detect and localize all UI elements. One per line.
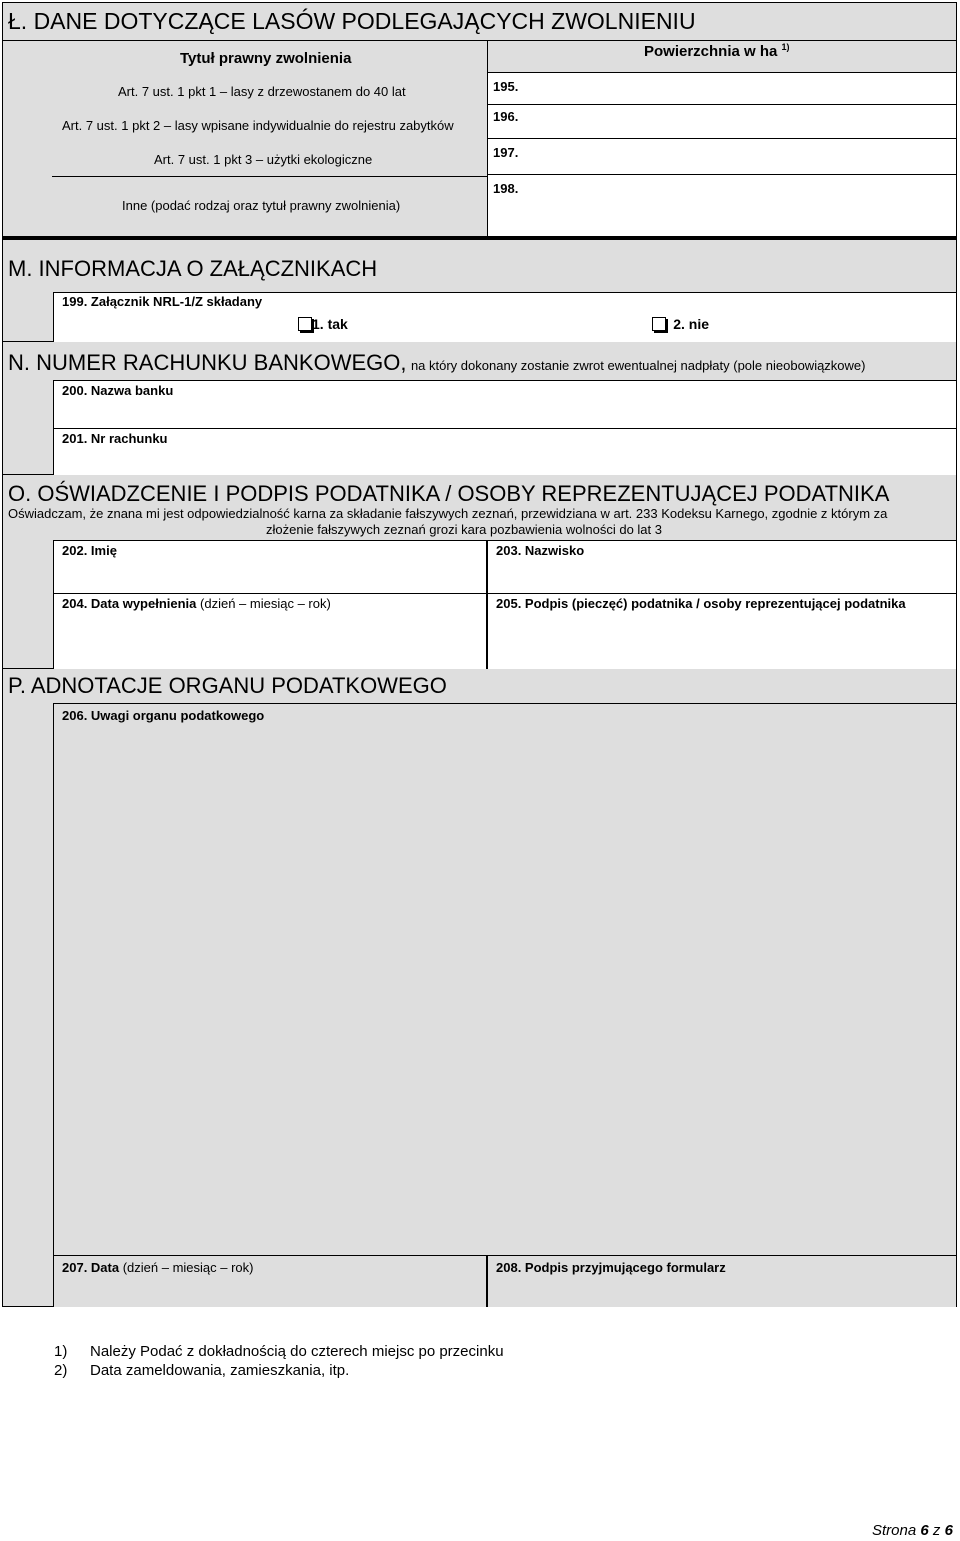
exemption-row-2-label: Art. 7 ust. 1 pkt 2 – lasy wpisane indywidualnie do rejestru zabytków: [62, 118, 454, 133]
field-201[interactable]: 201. Nr rachunku: [53, 428, 957, 475]
statement-line-2: złożenie fałszywych zeznań grozi kara pozbawienia wolności do lat 3: [266, 522, 662, 537]
section-l-title: Ł. DANE DOTYCZĄCE LASÓW PODLEGAJĄCYCH ZWOLNIENIU: [8, 8, 696, 34]
field-198[interactable]: 198.: [487, 174, 957, 238]
option-yes[interactable]: 1. tak: [298, 316, 348, 332]
footnote-2: 2) Data zameldowania, zamieszkania, itp.: [54, 1362, 350, 1379]
field-195[interactable]: 195.: [487, 72, 957, 104]
field-207: 207. Data (dzień – miesiąc – rok): [53, 1255, 487, 1307]
divider: [52, 176, 487, 177]
field-206: 206. Uwagi organu podatkowego: [53, 703, 957, 1255]
field-200[interactable]: 200. Nazwa banku: [53, 380, 957, 428]
checkbox-icon[interactable]: [652, 317, 666, 331]
section-o-title: O. OŚWIADZCENIE I PODPIS PODATNIKA / OSOBY REPREZENTUJĄCEJ PODATNIKA: [8, 481, 890, 506]
option-no[interactable]: 2. nie: [652, 316, 709, 332]
page-number: Strona 6 z 6: [872, 1522, 953, 1539]
field-205[interactable]: 205. Podpis (pieczęć) podatnika / osoby reprezentującej podatnika: [487, 593, 957, 669]
field-204[interactable]: 204. Data wypełnienia (dzień – miesiąc – rok): [53, 593, 487, 669]
area-header: Powierzchnia w ha $^{1)}$: [644, 42, 790, 60]
footnote-1: 1) Należy Podać z dokładnością do czterech miejsc po przecinku: [54, 1343, 504, 1360]
field-202[interactable]: 202. Imię: [53, 540, 487, 593]
section-n-title: N. NUMER RACHUNKU BANKOWEGO, na który dokonany zostanie zwrot ewentualnej nadpłaty (pole nieobowiązkowe): [8, 350, 866, 375]
exemption-row-1-label: Art. 7 ust. 1 pkt 1 – lasy z drzewostanem do 40 lat: [118, 84, 406, 99]
checkbox-icon[interactable]: [298, 317, 312, 331]
section-p-title: P. ADNOTACJE ORGANU PODATKOWEGO: [8, 673, 447, 698]
exemption-row-3-label: Art. 7 ust. 1 pkt 3 – użytki ekologiczne: [154, 152, 373, 167]
field-208: 208. Podpis przyjmującego formularz: [487, 1255, 957, 1307]
field-203[interactable]: 203. Nazwisko: [487, 540, 957, 593]
exemption-row-4-label: Inne (podać rodzaj oraz tytuł prawny zwolnienia): [122, 198, 401, 213]
field-196[interactable]: 196.: [487, 104, 957, 138]
legal-title-header: Tytuł prawny zwolnienia: [180, 50, 352, 67]
field-199-label: 199. Załącznik NRL-1/Z składany: [62, 294, 263, 309]
statement-line-1: Oświadczam, że znana mi jest odpowiedzialność karna za składanie fałszywych zeznań, przewidziana w art. 233 Kodeksu Karnego, zgodnie z którym za: [8, 506, 888, 521]
section-m-title: M. INFORMACJA O ZAŁĄCZNIKACH: [8, 256, 378, 281]
field-197[interactable]: 197.: [487, 138, 957, 174]
